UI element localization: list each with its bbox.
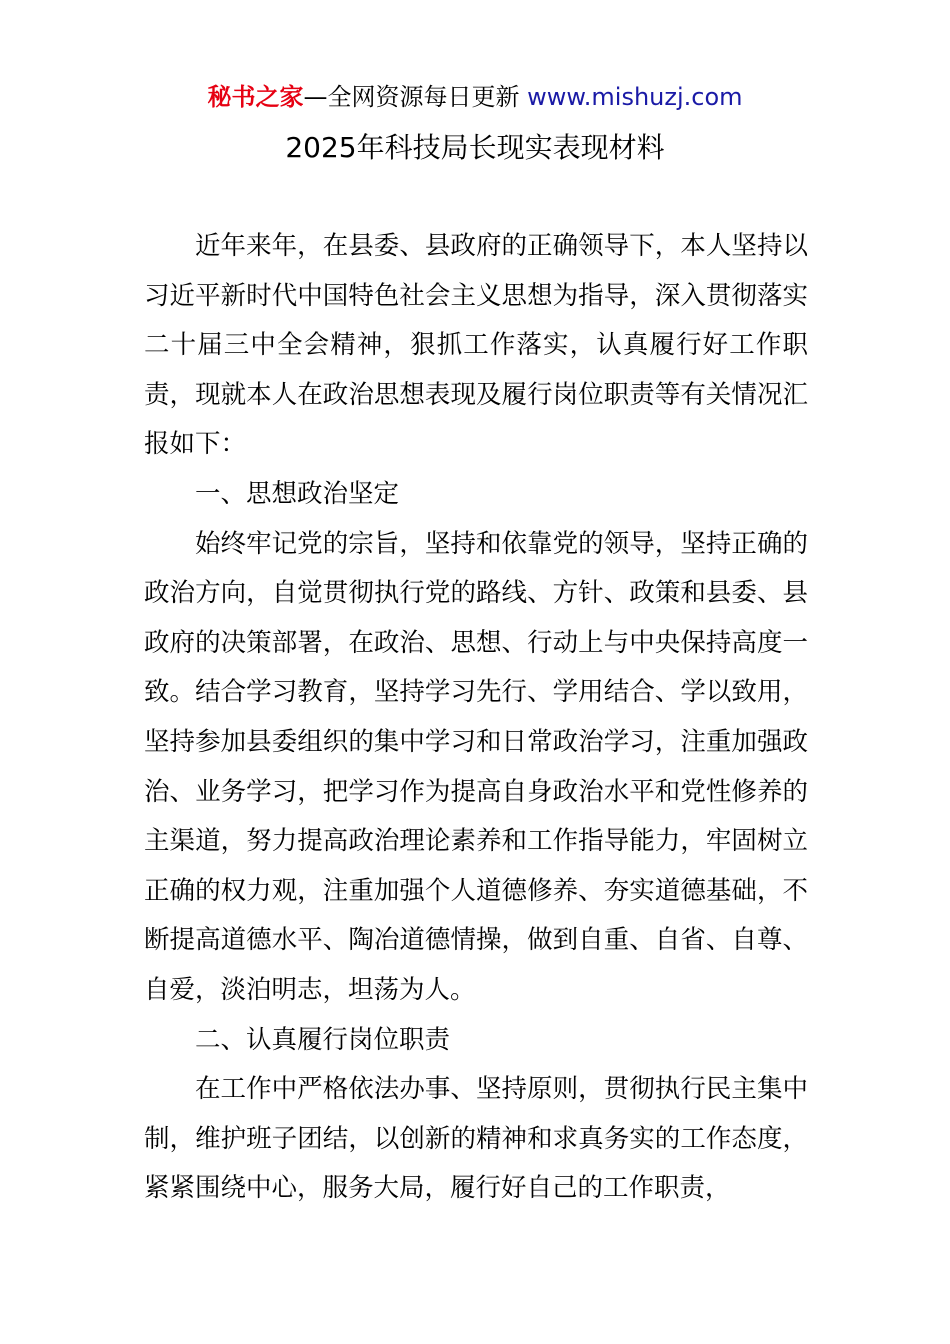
brand-name: 秘书之家 [207,83,304,111]
document-title: 2025年科技局长现实表现材料 [285,131,665,164]
section-heading-2: 二、认真履行岗位职责 [195,1024,451,1055]
header-tagline: —全网资源每日更新 [303,83,520,111]
section-heading-1: 一、思想政治坚定 [195,478,400,509]
intro-paragraph: 近年来年，在县委、县政府的正确领导下，本人坚持以习近平新时代中国特色社会主义思想为指导，深入贯彻落实二十届三中全会精神，狠抓工作落实，认真履行好工作职责，现就本人在政治思想表现及履行岗位职责等有关情况汇报如下： [144,231,808,460]
site-header [0,80,950,114]
site-url-link[interactable]: www.mishuzj.com [527,83,743,111]
section-1-paragraph: 始终牢记党的宗旨，坚持和依靠党的领导，坚持正确的政治方向，自觉贯彻执行党的路线、方针、政策和县委、县政府的决策部署，在政治、思想、行动上与中央保持高度一致。结合学习教育，坚持学习先行、学用结合、学以致用，坚持参加县委组织的集中学习和日常政治学习，注重加强政治、业务学习，把学习作为提高自身政治水平和党性修养的主渠道，努力提高政治理论素养和工作指导能力，牢固树立正确的权力观，注重加强个人道德修养、夯实道德基础，不断提高道德水平、陶冶道德情操，做到自重、自省、自尊、自爱，淡泊明志，坦荡为人。 [144,528,808,1005]
section-2-paragraph: 在工作中严格依法办事、坚持原则，贯彻执行民主集中制，维护班子团结，以创新的精神和求真务实的工作态度，紧紧围绕中心，服务大局，履行好自己的工作职责， [144,1074,808,1204]
document-body [144,222,808,1214]
